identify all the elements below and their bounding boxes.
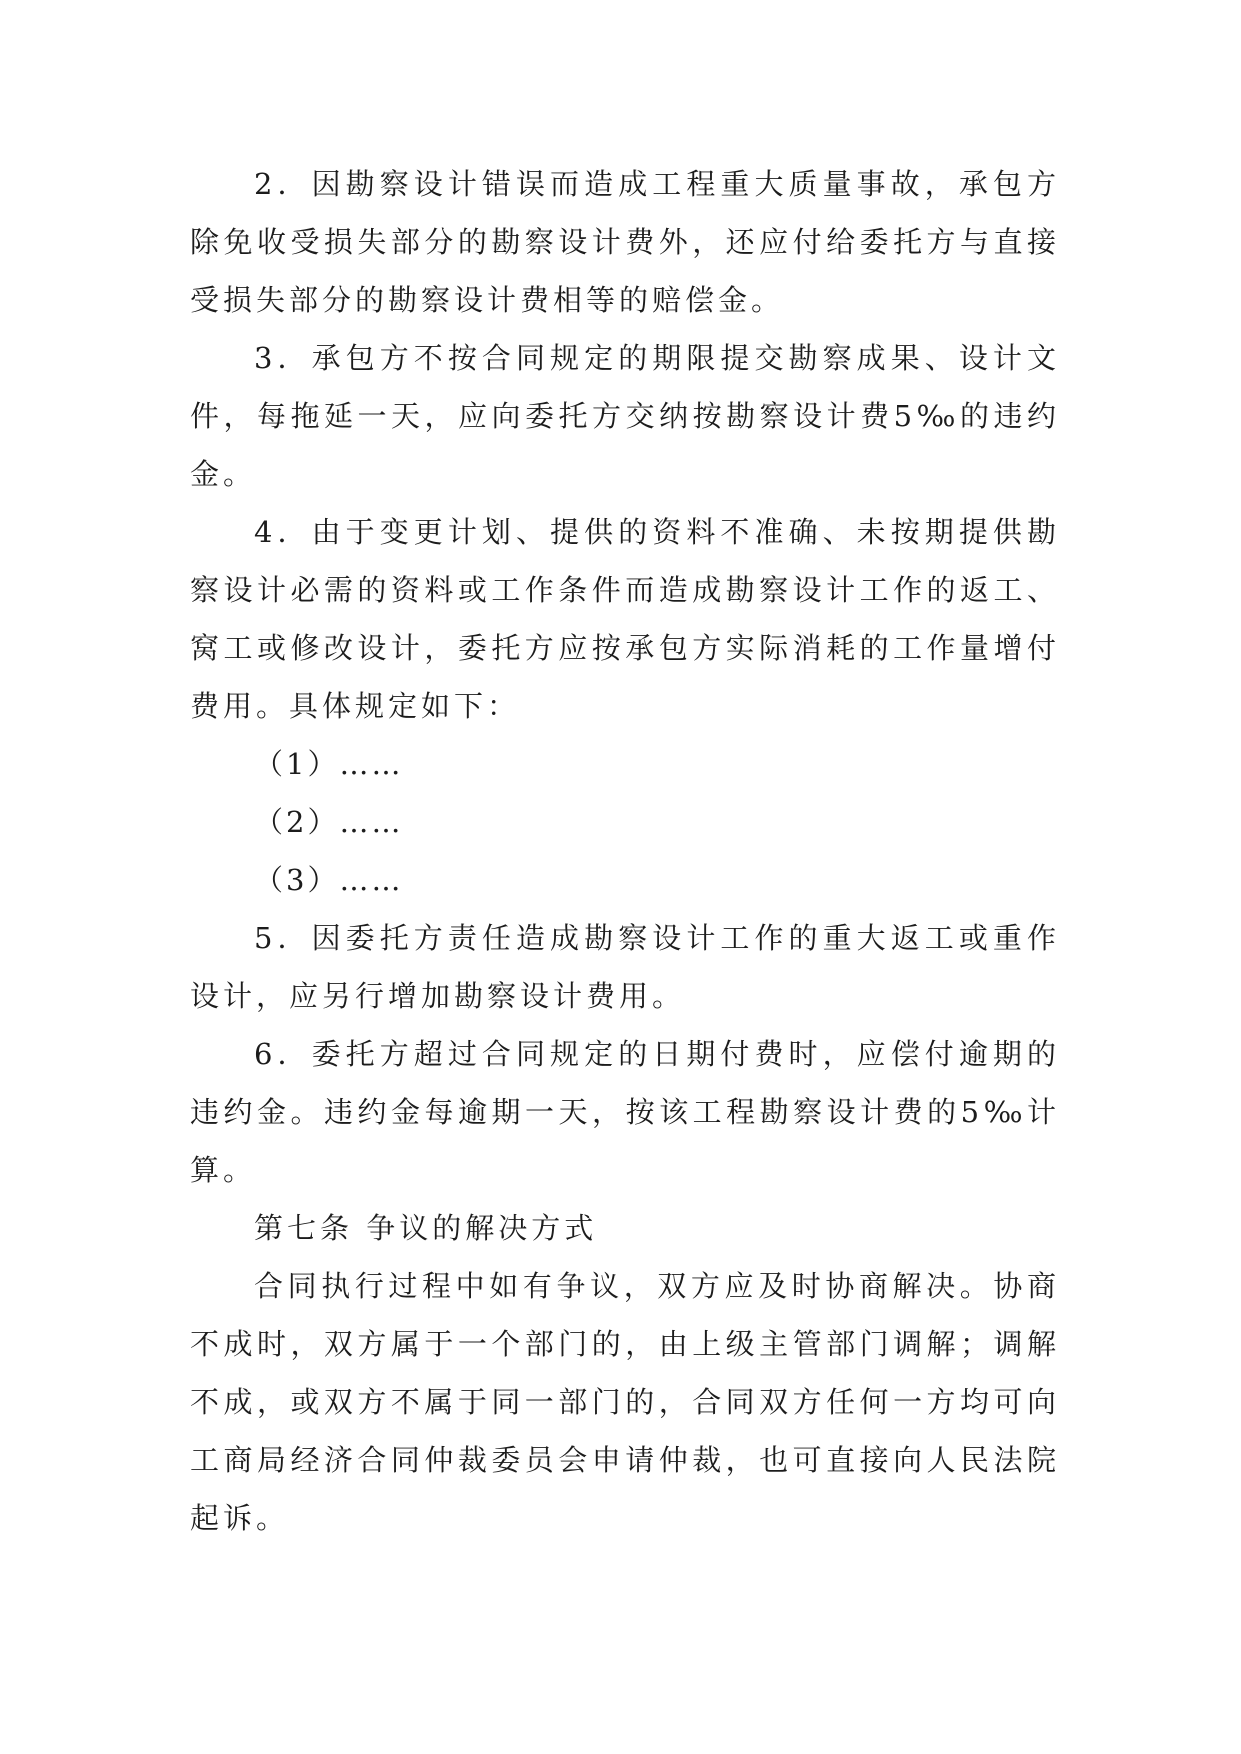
sub-item-3: （3）…… [254, 863, 404, 897]
dispute-resolution-paragraph: 合同执行过程中如有争议，双方应及时协商解决。协商不成时，双方属于一个部门的，由上级主管部门调解；调解不成，或双方不属于同一部门的，合同双方任何一方均可向工商局经济合同仲裁委员会申请仲裁，也可直接向人民法院起诉。 [190, 1269, 1060, 1535]
clause-6-paragraph: 6．委托方超过合同规定的日期付费时，应偿付逾期的违约金。违约金每逾期一天，按该工程勘察设计费的5‰计算。 [190, 1037, 1060, 1187]
clause-4-paragraph: 4．由于变更计划、提供的资料不准确、未按期提供勘察设计必需的资料或工作条件而造成勘察设计工作的返工、窝工或修改设计，委托方应按承包方实际消耗的工作量增付费用。具体规定如下： [190, 515, 1060, 723]
clause-5-paragraph: 5．因委托方责任造成勘察设计工作的重大返工或重作设计，应另行增加勘察设计费用。 [190, 921, 1060, 1013]
clause-2-paragraph: 2．因勘察设计错误而造成工程重大质量事故，承包方除免收受损失部分的勘察设计费外，还应付给委托方与直接受损失部分的勘察设计费相等的赔偿金。 [190, 167, 1060, 317]
sub-item-2: （2）…… [254, 805, 404, 839]
clause-3-paragraph: 3．承包方不按合同规定的期限提交勘察成果、设计文件，每拖延一天，应向委托方交纳按勘察设计费5‰的违约金。 [190, 341, 1060, 491]
document-body [190, 155, 1060, 1547]
sub-item-1: （1）…… [254, 747, 404, 781]
article-7-heading: 第七条 争议的解决方式 [254, 1211, 598, 1245]
